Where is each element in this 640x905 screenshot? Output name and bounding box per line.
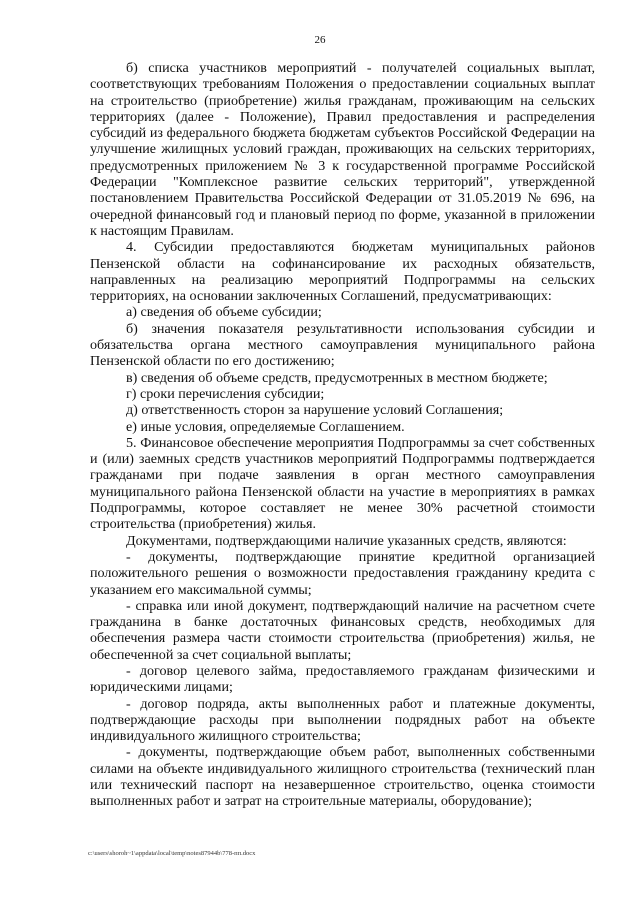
paragraph-subitem-a: а) сведения об объеме субсидии; xyxy=(126,304,322,321)
paragraph-subitem-b: б) значения показателя результативности использования субсидии и обязательства органа местного самоуправления муниципального района Пензенской области по его достижению; xyxy=(90,320,595,370)
paragraph-subitem-v: в) сведения об объеме средств, предусмотренных в местном бюджете; xyxy=(126,369,548,386)
paragraph-subitem-e: е) иные условия, определяемые Соглашением. xyxy=(126,418,405,435)
footer-file-path: c:\users\shoroh~1\appdata\local\temp\notes87944b\778-пп.docx xyxy=(88,850,256,857)
paragraph-document-contract: - договор подряда, акты выполненных работ и платежные документы, подтверждающие расходы при выполнении подрядных работ на объекте индивидуального жилищного строительства; xyxy=(90,695,595,745)
page-number: 26 xyxy=(314,34,326,46)
document-body xyxy=(90,60,595,810)
paragraph-document-own-works: - документы, подтверждающие объем работ, выполненных собственными силами на объекте индивидуального жилищного строительства (технический план или технический паспорт на незавершенное строительство, оценка стоимости выполненных работ и затрат на строительные материалы, оборудование); xyxy=(90,744,595,810)
paragraph-item-5: 5. Финансовое обеспечение мероприятия Подпрограммы за счет собственных и (или) заемных средств участников мероприятий Подпрограммы подтверждается гражданами при подаче заявления в орган местного самоуправления муниципального района Пензенской области на участие в мероприятиях в рамках Подпрограммы, которое составляет не менее 30% расчетной стоимости строительства (приобретения) жилья. xyxy=(90,434,595,533)
paragraph-documents-intro: Документами, подтверждающими наличие указанных средств, являются: xyxy=(126,532,567,549)
paragraph-document-credit: - документы, подтверждающие принятие кредитной организацией положительного решения о возможности предоставления гражданину кредита с указанием его максимальной суммы; xyxy=(90,548,595,598)
paragraph-list-b: б) списка участников мероприятий - получателей социальных выплат, соответствующих требованиям Положения о предоставлении социальных выплат на строительство (приобретение) жилья гражданам, проживающим на сельских территориях (далее - Положение), Правил предоставления и распределения субсидий из федерального бюджета бюджетам субъектов Российской Федерации на улучшение жилищных условий граждан, проживающих на сельских территориях, предусмотренных приложением № 3 к государственной программе Российской Федерации "Комплексное развитие сельских территорий", утвержденной постановлением Правительства Российской Федерации от 31.05.2019 № 696, на очередной финансовый год и плановый период по форме, указанной в приложении к настоящим Правилам. xyxy=(90,60,595,239)
paragraph-document-loan-agreement: - договор целевого займа, предоставляемого гражданам физическими и юридическими лицами; xyxy=(90,662,595,696)
paragraph-subitem-d: д) ответственность сторон за нарушение условий Соглашения; xyxy=(126,402,504,419)
paragraph-subitem-g: г) сроки перечисления субсидии; xyxy=(126,385,325,402)
paragraph-document-bank-certificate: - справка или иной документ, подтверждающий наличие на расчетном счете гражданина в банке достаточных финансовых средств, необходимых для обеспечения размера части стоимости строительства (приобретения) жилья, не обеспеченной за счет социальной выплаты; xyxy=(90,597,595,663)
paragraph-item-4: 4. Субсидии предоставляются бюджетам муниципальных районов Пензенской области на софинансирование их расходных обязательств, направленных на реализацию мероприятий Подпрограммы на сельских территориях, на основании заключенных Соглашений, предусматривающих: xyxy=(90,239,595,305)
